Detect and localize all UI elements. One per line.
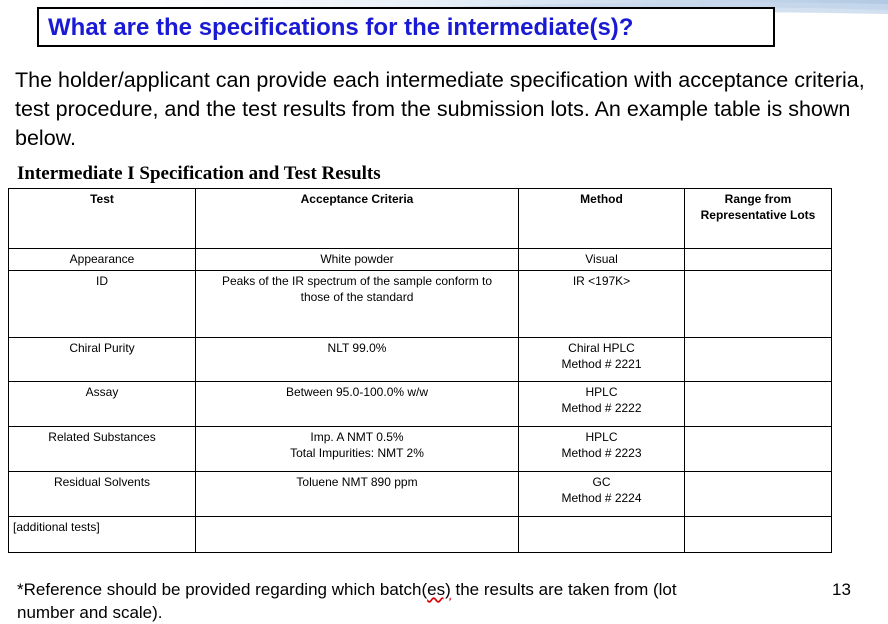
- intro-paragraph: The holder/applicant can provide each intermediate specification with acceptance criteria, test procedure, and the test results from the submission lots. An example table is shown below.: [15, 68, 865, 150]
- footnote: [17, 578, 717, 624]
- table-header-row: [9, 189, 832, 249]
- cell-criteria: Peaks of the IR spectrum of the sample conform to those of the standard: [196, 271, 519, 338]
- table-row: [9, 271, 832, 338]
- cell-range: [685, 517, 832, 553]
- cell-test: Appearance: [9, 249, 196, 271]
- cell-criteria: Imp. A NMT 0.5% Total Impurities: NMT 2%: [196, 427, 519, 472]
- table-title: Intermediate I Specification and Test Results: [17, 163, 381, 184]
- cell-test: Residual Solvents: [9, 472, 196, 517]
- table-row: [9, 338, 832, 382]
- cell-method: Chiral HPLC Method # 2221: [519, 338, 685, 382]
- cell-range: [685, 338, 832, 382]
- cell-method: HPLC Method # 2222: [519, 382, 685, 427]
- table-row: [9, 517, 832, 553]
- footnote-spellcheck-word: es): [427, 580, 451, 599]
- cell-test: Related Substances: [9, 427, 196, 472]
- header-test: Test: [9, 189, 196, 249]
- cell-criteria: Between 95.0-100.0% w/w: [196, 382, 519, 427]
- cell-range: [685, 249, 832, 271]
- title-box: [37, 7, 775, 47]
- cell-test: Assay: [9, 382, 196, 427]
- cell-test: ID: [9, 271, 196, 338]
- cell-criteria: NLT 99.0%: [196, 338, 519, 382]
- cell-range: [685, 472, 832, 517]
- cell-test: [additional tests]: [9, 517, 196, 553]
- table-row: [9, 427, 832, 472]
- table-row: [9, 472, 832, 517]
- header-acceptance-criteria: Acceptance Criteria: [196, 189, 519, 249]
- header-range: Range from Representative Lots: [685, 189, 832, 249]
- cell-method: IR <197K>: [519, 271, 685, 338]
- table-row: [9, 249, 832, 271]
- header-method: Method: [519, 189, 685, 249]
- cell-method: [519, 517, 685, 553]
- cell-method: HPLC Method # 2223: [519, 427, 685, 472]
- cell-criteria: [196, 517, 519, 553]
- table-row: [9, 382, 832, 427]
- cell-range: [685, 271, 832, 338]
- cell-range: [685, 382, 832, 427]
- footnote-text-end: the results are taken from (lot number and scale).: [17, 580, 677, 622]
- footnote-text-start: *Reference should be provided regarding which batch(: [17, 580, 428, 599]
- cell-criteria: White powder: [196, 249, 519, 271]
- cell-method: Visual: [519, 249, 685, 271]
- cell-criteria: Toluene NMT 890 ppm: [196, 472, 519, 517]
- cell-test: Chiral Purity: [9, 338, 196, 382]
- cell-method: GC Method # 2224: [519, 472, 685, 517]
- slide-title: What are the specifications for the intermediate(s)?: [48, 14, 634, 41]
- page-number: 13: [832, 580, 851, 599]
- specification-table: [8, 188, 832, 553]
- cell-range: [685, 427, 832, 472]
